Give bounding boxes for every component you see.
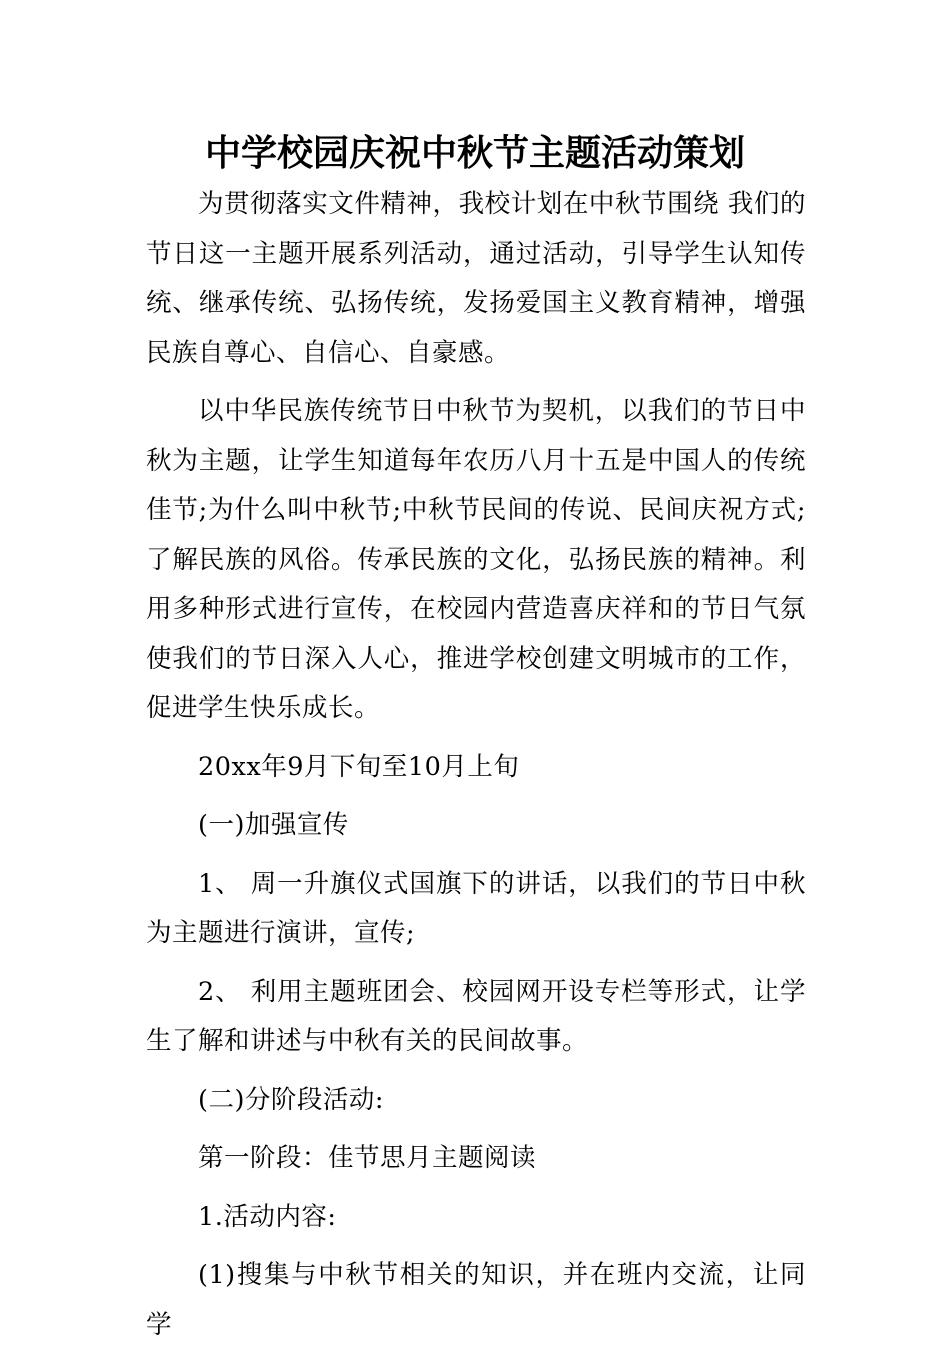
list-item-class-meeting: 2、 利用主题班团会、校园网开设专栏等形式，让学生了解和讲述与中秋有关的民间故事。 <box>146 976 806 1056</box>
activity-content-heading: 1.活动内容: <box>198 1201 337 1232</box>
list-item-flag-speech: 1、 周一升旗仪式国旗下的讲话，以我们的节日中秋为主题进行演讲，宣传; <box>146 868 806 948</box>
paragraph-purpose: 以中华民族传统节日中秋节为契机，以我们的节日中秋为主题，让学生知道每年农历八月十五是中国人的传统佳节;为什么叫中秋节;中秋节民间的传说、民间庆祝方式;了解民族的风俗。传承民族的文化，弘扬民族的精神。利用多种形式进行宣传，在校园内营造喜庆祥和的节日气氛使我们的节日深入人心，推进学校创建文明城市的工作，促进学生快乐成长。 <box>146 396 806 723</box>
phase-one-heading: 第一阶段：佳节思月主题阅读 <box>198 1143 537 1173</box>
document-title: 中学校园庆祝中秋节主题活动策划 <box>204 133 745 174</box>
document-body <box>146 180 806 1350</box>
paragraph-intro: 为贯彻落实文件精神，我校计划在中秋节围绕 我们的节日这一主题开展系列活动，通过活动，引导学生认知传统、继承传统、弘扬传统，发扬爱国主义教育精神，增强民族自尊心、自信心、自豪感。 <box>146 189 806 368</box>
section-heading-publicity: (一)加强宣传 <box>198 810 349 840</box>
paragraph-time: 20xx年9月下旬至10月上旬 <box>198 751 520 782</box>
activity-item-collect: (1)搜集与中秋节相关的知识，并在班内交流，让同学 <box>146 1260 806 1340</box>
section-heading-phases: (二)分阶段活动: <box>198 1084 384 1115</box>
